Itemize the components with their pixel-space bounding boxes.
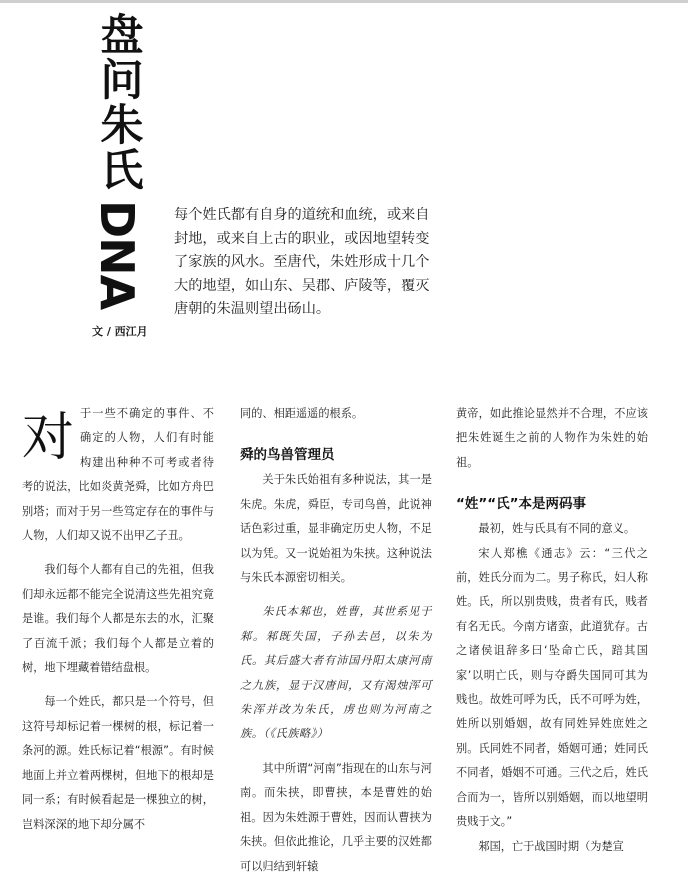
paragraph: 每一个姓氏，都只是一个符号，但这符号却标记着一棵树的根，标记着一条河的源。姓氏标记着“根源”。有时候地面上并立着两棵树，但地下的根却是同一系；有时候看起是一棵独立的树，岂料深深的地下却分属不 [22,695,214,831]
paragraph: 我们每个人都有自己的先祖，但我们却永远都不能完全说清这些先祖究竟是谁。我们每个人都是东去的水，汇聚了百流千派；我们每个人都是立着的树，地下埋藏着错结盘根。 [22,563,214,675]
paragraph: 于一些不确定的事件、不确定的人物，人们有时能构建出种种不可考或者待考的说法，比如炎黄尧舜，比如方舟巴别塔；而对于另一些笃定存在的事件与人物，人们却又说不出甲乙子丑。 [22,407,214,543]
paragraph: 黄帝，如此推论显然并不合理，不应该把朱姓诞生之前的人物作为朱姓的始祖。 [456,407,648,469]
paragraph: 最初，姓与氏具有不同的意义。 [478,522,636,536]
section-heading: “姓”“氏”本是两码事 [456,496,586,513]
paragraph: 关于朱氏始祖有多种说法，其一是朱虎。朱虎，舜臣，专司鸟兽，此说神话色彩过重，显非确定历史人物，不足以为凭。又一说始祖为朱挟。这种说法与朱氏本源密切相关。 [240,473,432,585]
section-heading: 舜的鸟兽管理员 [240,447,335,464]
title-char: 盘 [100,11,144,61]
column-1 [22,402,214,837]
paragraph: 宋人郑樵《通志》云：“三代之前，姓氏分而为二。男子称氏，妇人称姓。氏，所以别贵贱，贵者有氏，贱者有名无氏。今南方诸蛮，此道犹存。古之诸侯诅辞多曰‘坠命亡氏，踣其国家’以明亡氏，则与夺爵失国同可其为贱也。故姓可呼为氏，氏不可呼为姓，姓所以别婚姻，故有同姓异姓庶姓之别。氏同姓不同者，婚姻可通；姓同氏不同者，婚姻不可通。三代之后，姓氏合而为一，皆所以别婚姻，而以地望明贵贱于文。” [456,546,648,829]
lead-paragraph: 每个姓氏都有自身的道统和血统，或来自封地，或来自上古的职业，或因地望转变了家族的风水。至唐代，朱姓形成十几个大的地望，如山东、吴郡、庐陵等，覆灭唐朝的朱温则望出砀山。 [174,207,430,317]
title-char: 问 [100,56,144,106]
title-char: 氏 [100,146,144,196]
paragraph: 其中所谓“河南”指现在的山东与河南。而朱挟，即曹挟，本是曹姓的始祖。因为朱姓源于曹姓，因而认曹挟为朱挟。但依此推论，几乎主要的汉姓都可以归结到轩辕 [240,761,432,873]
article-title [90,11,150,310]
byline: 文 / 西江月 [92,325,148,338]
title-char: 朱 [100,101,144,151]
column-2 [240,402,432,879]
column-3 [456,402,648,859]
paragraph: 同的、相距遥遥的根系。 [240,407,364,420]
paragraph: 邾国，亡于战国时期（为楚宣 [478,839,624,853]
drop-cap: 对 [22,408,75,468]
title-latin: DNA [90,200,144,310]
top-rule [0,0,688,3]
quotation: 朱氏本邾也，姓曹，其世系见于邾。邾既失国，子孙去邑，以朱为氏。其后盛大者有沛国丹阳太康河南之九族，显于汉唐间，又有渴烛浑可朱浑并改为朱氏，虏也则为河南之族。（《氏族略》） [240,605,432,741]
